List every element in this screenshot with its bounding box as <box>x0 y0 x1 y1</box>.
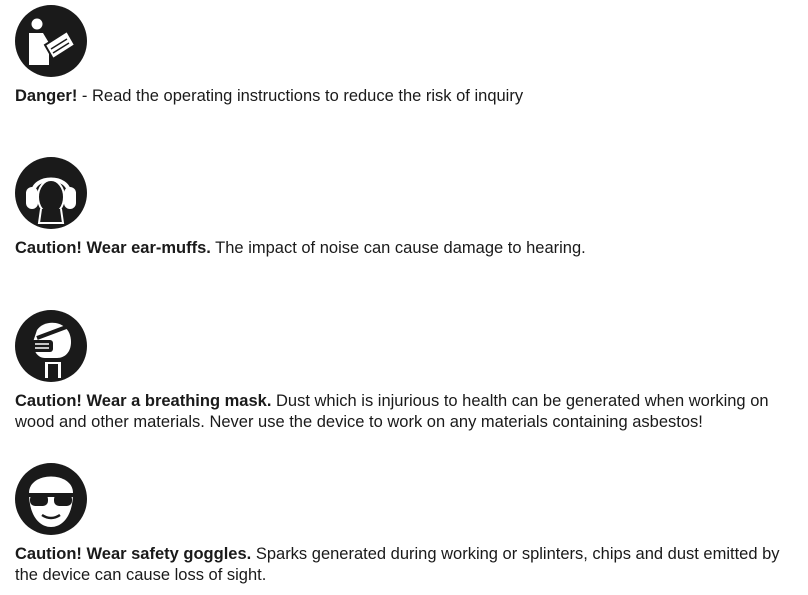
notice-read-instructions <box>15 5 800 107</box>
notice-body: Dust which is injurious to health can be generated when working on wood and other materials. Never use the device to work on any materials containing asbestos! <box>15 392 769 431</box>
notice-heading: Danger! <box>15 87 78 105</box>
safety-goggles-icon <box>15 463 87 535</box>
notice-safety-goggles <box>15 463 800 586</box>
ear-muffs-icon <box>15 157 87 229</box>
notice-heading: Caution! Wear safety goggles. <box>15 545 252 563</box>
notice-body: The impact of noise can cause damage to hearing. <box>210 239 586 257</box>
read-manual-icon <box>15 5 87 77</box>
notice-heading: Caution! Wear ear-muffs. <box>15 239 211 257</box>
notice-heading: Caution! Wear a breathing mask. <box>15 392 272 410</box>
notice-ear-muffs <box>15 157 800 259</box>
breathing-mask-icon <box>15 310 87 382</box>
notice-body: Sparks generated during working or splinters, chips and dust emitted by the device can cause loss of sight. <box>15 545 780 584</box>
notice-breathing-mask <box>15 310 800 433</box>
notice-body: - Read the operating instructions to reduce the risk of inquiry <box>77 87 524 105</box>
